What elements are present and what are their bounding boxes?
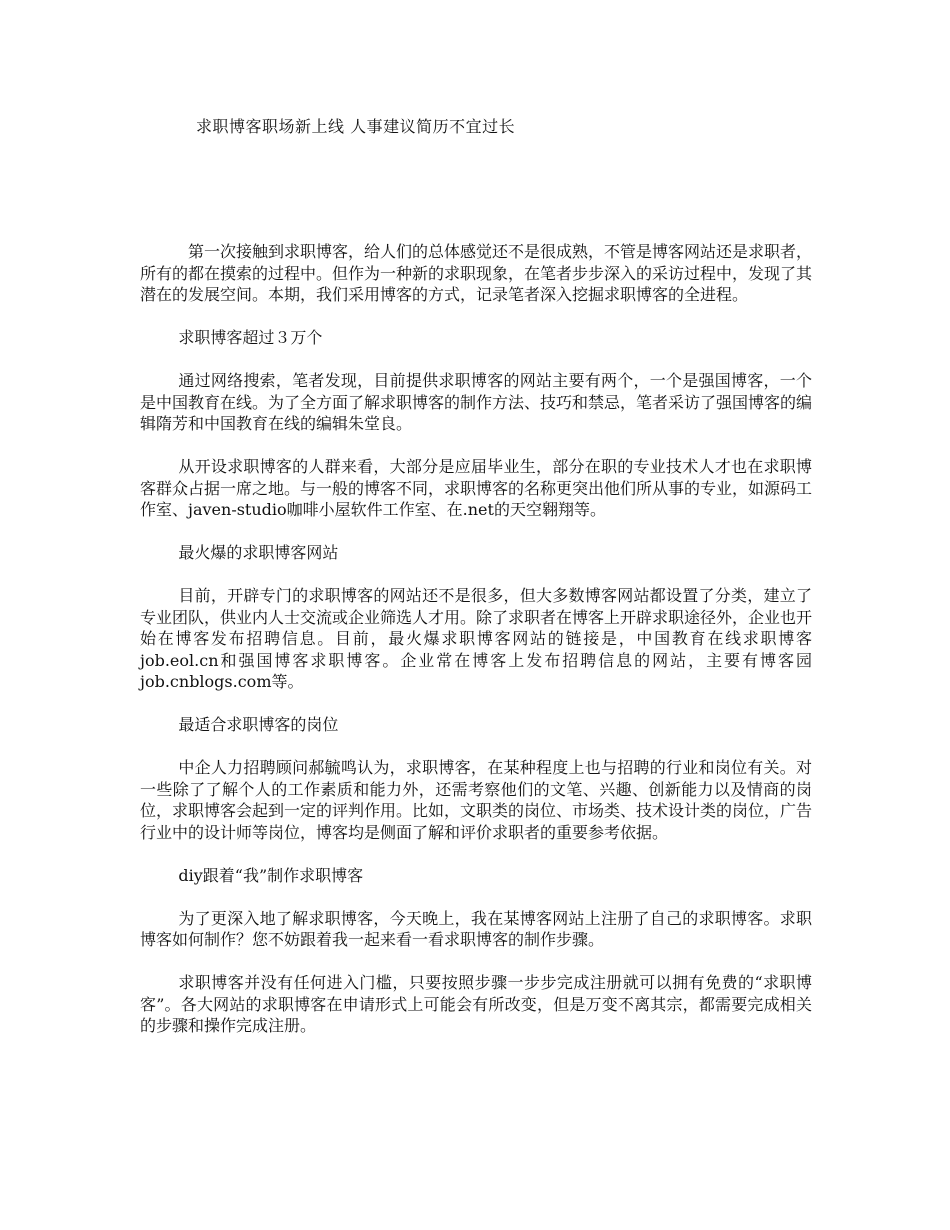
paragraph-diy-intro: 为了更深入地了解求职博客，今天晚上，我在某博客网站上注册了自己的求职博客。求职博客如何制作？您不妨跟着我一起来看一看求职博客的制作步骤。 (140, 908, 812, 949)
paragraph-registration: 求职博客并没有任何进入门槛，只要按照步骤一步步完成注册就可以拥有免费的“求职博客”。各大网站的求职博客在申请形式上可能会有所改变，但是万变不离其宗，都需要完成相关的步骤和操作完成注册。 (140, 973, 812, 1035)
paragraph-suitable-positions: 中企人力招聘顾问郝毓鸣认为，求职博客，在某种程度上也与招聘的行业和岗位有关。对一些除了了解个人的工作素质和能力外，还需考察他们的文笔、兴趣、创新能力以及情商的岗位，求职博客会起到一定的评判作用。比如，文职类的岗位、市场类、技术设计类的岗位，广告行业中的设计师等岗位，博客均是侧面了解和评价求职者的重要参考依据。 (140, 758, 813, 842)
section-heading-blog-count: 求职博客超过３万个 (178, 328, 323, 347)
paragraph-user-groups: 从开设求职博客的人群来看，大部分是应届毕业生，部分在职的专业技术人才也在求职博客群众占据一席之地。与一般的博客不同，求职博客的名称更突出他们所从事的专业，如源码工作室、javen-studio咖啡小屋软件工作室、在.net的天空翱翔等。 (140, 457, 813, 519)
section-heading-diy: diy跟着“我”制作求职博客 (178, 865, 364, 885)
paragraph-intro: 第一次接触到求职博客，给人们的总体感觉还不是很成熟，不管是博客网站还是求职者，所有的都在摸索的过程中。但作为一种新的求职现象，在笔者步步深入的采访过程中，发现了其潜在的发展空间。本期，我们采用博客的方式，记录笔者深入挖掘求职博客的全进程。 (140, 242, 813, 304)
section-heading-popular-sites: 最火爆的求职博客网站 (178, 543, 339, 562)
document-body (140, 241, 812, 1058)
paragraph-search-findings: 通过网络搜索，笔者发现，目前提供求职博客的网站主要有两个，一个是强国博客，一个是中国教育在线。为了全方面了解求职博客的制作方法、技巧和禁忌，笔者采访了强国博客的编辑隋芳和中国教育在线的编辑朱堂良。 (140, 371, 813, 433)
document-title: 求职博客职场新上线 人事建议简历不宜过长 (196, 117, 516, 136)
paragraph-popular-sites: 目前，开辟专门的求职博客的网站还不是很多，但大多数博客网站都设置了分类，建立了专业团队，供业内人士交流或企业筛选人才用。除了求职者在博客上开辟求职途径外，企业也开始在博客发布招聘信息。目前，最火爆求职博客网站的链接是，中国教育在线求职博客job.eol.cn和强国博客求职博客。企业常在博客上发布招聘信息的网站，主要有博客园job.cnblogs.com等。 (140, 586, 813, 691)
section-heading-suitable-positions: 最适合求职博客的岗位 (178, 715, 339, 734)
